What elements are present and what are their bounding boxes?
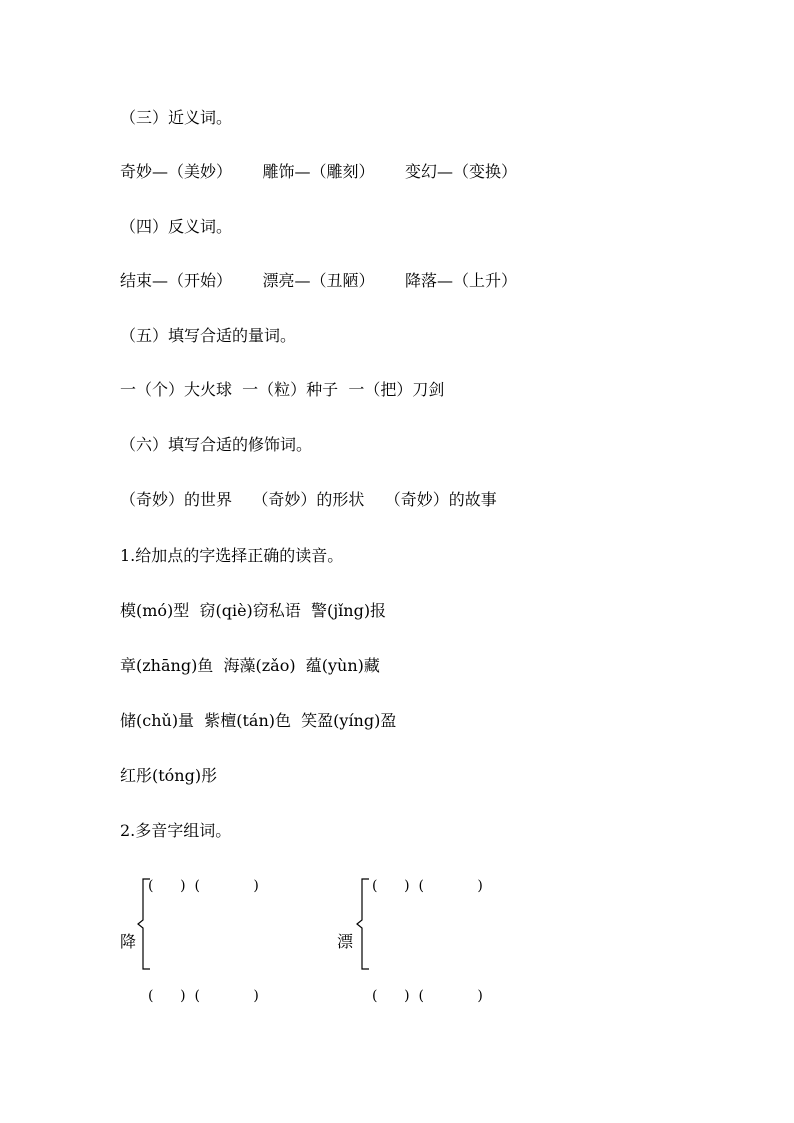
- heading-polyphones: 2.多音字组词。: [120, 821, 232, 840]
- polyphone-jiang-char: 降: [120, 932, 137, 951]
- heading-pronunciation: 1.给加点的字选择正确的读音。: [120, 546, 344, 565]
- heading-modifiers: （六）填写合适的修饰词。: [120, 435, 313, 454]
- heading-measure-words: （五）填写合适的量词。: [120, 326, 297, 345]
- modifiers-row: （奇妙）的世界 （奇妙）的形状 （奇妙）的故事: [120, 490, 497, 509]
- polyphone-piao-top-parens: ( ) ( ): [372, 878, 483, 894]
- pronunciation-row-3: 储(chǔ)量 紫檀(tán)色 笑盈(yíng)盈: [120, 711, 397, 730]
- measure-words-row: 一（个）大火球 一（粒）种子 一（把）刀剑: [120, 380, 445, 399]
- polyphone-piao-brace: [355, 876, 371, 972]
- polyphone-piao-bottom-parens: ( ) ( ): [372, 988, 483, 1004]
- pronunciation-row-4: 红彤(tóng)彤: [120, 766, 218, 785]
- heading-antonyms: （四）反义词。: [120, 217, 233, 236]
- polyphone-jiang-brace: [136, 876, 152, 972]
- synonyms-row: 奇妙—（美妙） 雕饰—（雕刻） 变幻—（变换）: [120, 162, 518, 181]
- heading-synonyms: （三）近义词。: [120, 108, 233, 127]
- polyphone-jiang-top-parens: ( ) ( ): [148, 878, 259, 894]
- polyphone-piao-char: 漂: [337, 932, 354, 951]
- pronunciation-row-1: 模(mó)型 窃(qiè)窃私语 警(jǐng)报: [120, 601, 387, 620]
- antonyms-row: 结束—（开始） 漂亮—（丑陋） 降落—（上升）: [120, 271, 518, 290]
- pronunciation-row-2: 章(zhāng)鱼 海藻(zǎo) 蕴(yùn)藏: [120, 656, 380, 675]
- polyphone-jiang-bottom-parens: ( ) ( ): [148, 988, 259, 1004]
